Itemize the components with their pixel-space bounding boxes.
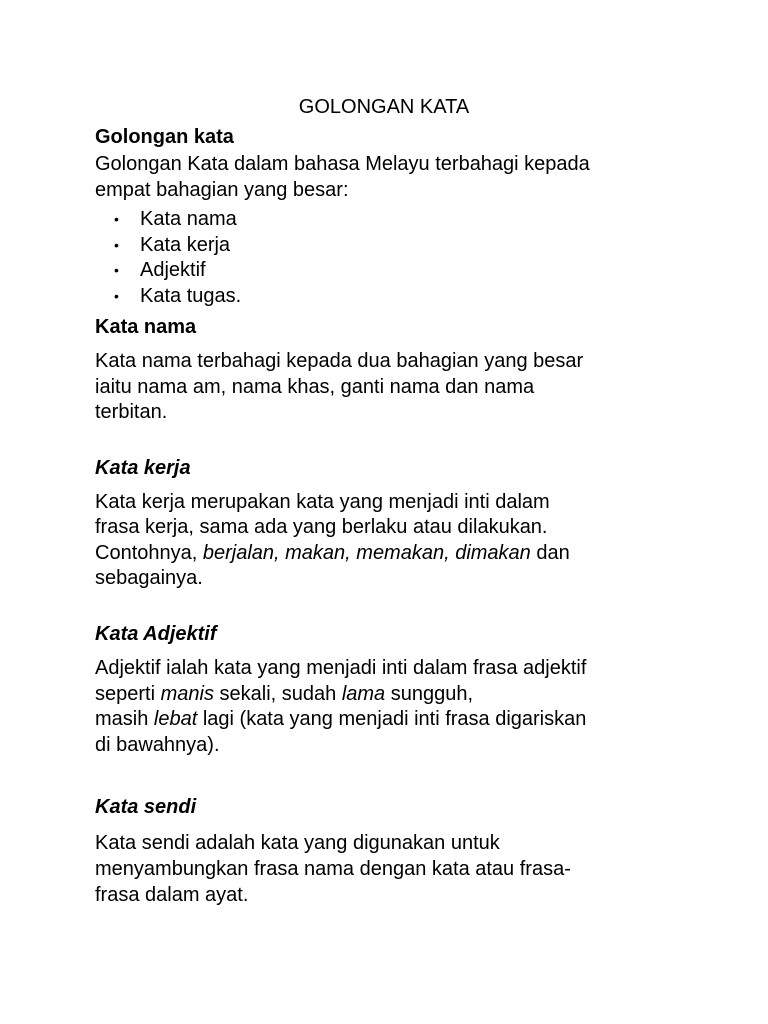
text-fragment: lagi (kata yang menjadi inti frasa digariskan — [197, 708, 587, 730]
text-fragment: Contohnya, — [95, 542, 203, 564]
list-item: • Adjektif — [95, 258, 241, 284]
section-heading-kata-kerja: Kata kerja — [95, 457, 191, 479]
kata-kerja-line-4: sebagainya. — [95, 567, 203, 589]
example-words: berjalan, makan, memakan, dimakan — [202, 542, 531, 564]
section-heading-kata-adjektif: Kata Adjektif — [95, 623, 217, 645]
kata-sendi-line-3: frasa dalam ayat. — [95, 884, 249, 906]
section-heading-kata-sendi: Kata sendi — [95, 796, 197, 818]
text-fragment: dan — [530, 542, 570, 564]
kata-nama-line-1: Kata nama terbahagi kepada dua bahagian yang besar — [95, 350, 584, 372]
list-item: • Kata tugas. — [95, 284, 241, 310]
kata-adjektif-line-1: Adjektif ialah kata yang menjadi inti dalam frasa adjektif — [95, 657, 587, 679]
kata-adjektif-line-2 — [95, 681, 473, 707]
kata-adjektif-line-4: di bawahnya). — [95, 734, 220, 756]
text-fragment: masih — [95, 708, 154, 730]
text-fragment: seperti — [95, 683, 161, 705]
section-heading-kata-nama: Kata nama — [95, 316, 197, 338]
kata-kerja-line-1: Kata kerja merupakan kata yang menjadi inti dalam — [95, 491, 550, 513]
kata-nama-line-3: terbitan. — [95, 401, 168, 423]
text-fragment: sekali, sudah — [213, 683, 342, 705]
example-word: manis — [160, 683, 214, 705]
kata-sendi-line-1: Kata sendi adalah kata yang digunakan untuk — [95, 832, 500, 854]
kata-adjektif-line-3 — [95, 706, 586, 732]
list-item: • Kata nama — [95, 207, 241, 233]
text-fragment: sungguh, — [385, 683, 474, 705]
kata-kerja-line-2: frasa kerja, sama ada yang berlaku atau dilakukan. — [95, 516, 548, 538]
kata-kerja-line-3 — [95, 540, 570, 566]
golongan-kata-list — [95, 207, 241, 309]
kata-nama-line-2: iaitu nama am, nama khas, ganti nama dan nama — [95, 376, 535, 398]
intro-line-2: empat bahagian yang besar: — [95, 179, 349, 201]
kata-sendi-line-2: menyambungkan frasa nama dengan kata atau frasa- — [95, 858, 571, 880]
example-word: lama — [341, 683, 386, 705]
section-heading-golongan-kata: Golongan kata — [95, 126, 234, 148]
example-word: lebat — [153, 708, 198, 730]
page-title: GOLONGAN KATA — [298, 96, 470, 118]
intro-line-1: Golongan Kata dalam bahasa Melayu terbahagi kepada — [95, 153, 590, 175]
list-item: • Kata kerja — [95, 233, 241, 259]
